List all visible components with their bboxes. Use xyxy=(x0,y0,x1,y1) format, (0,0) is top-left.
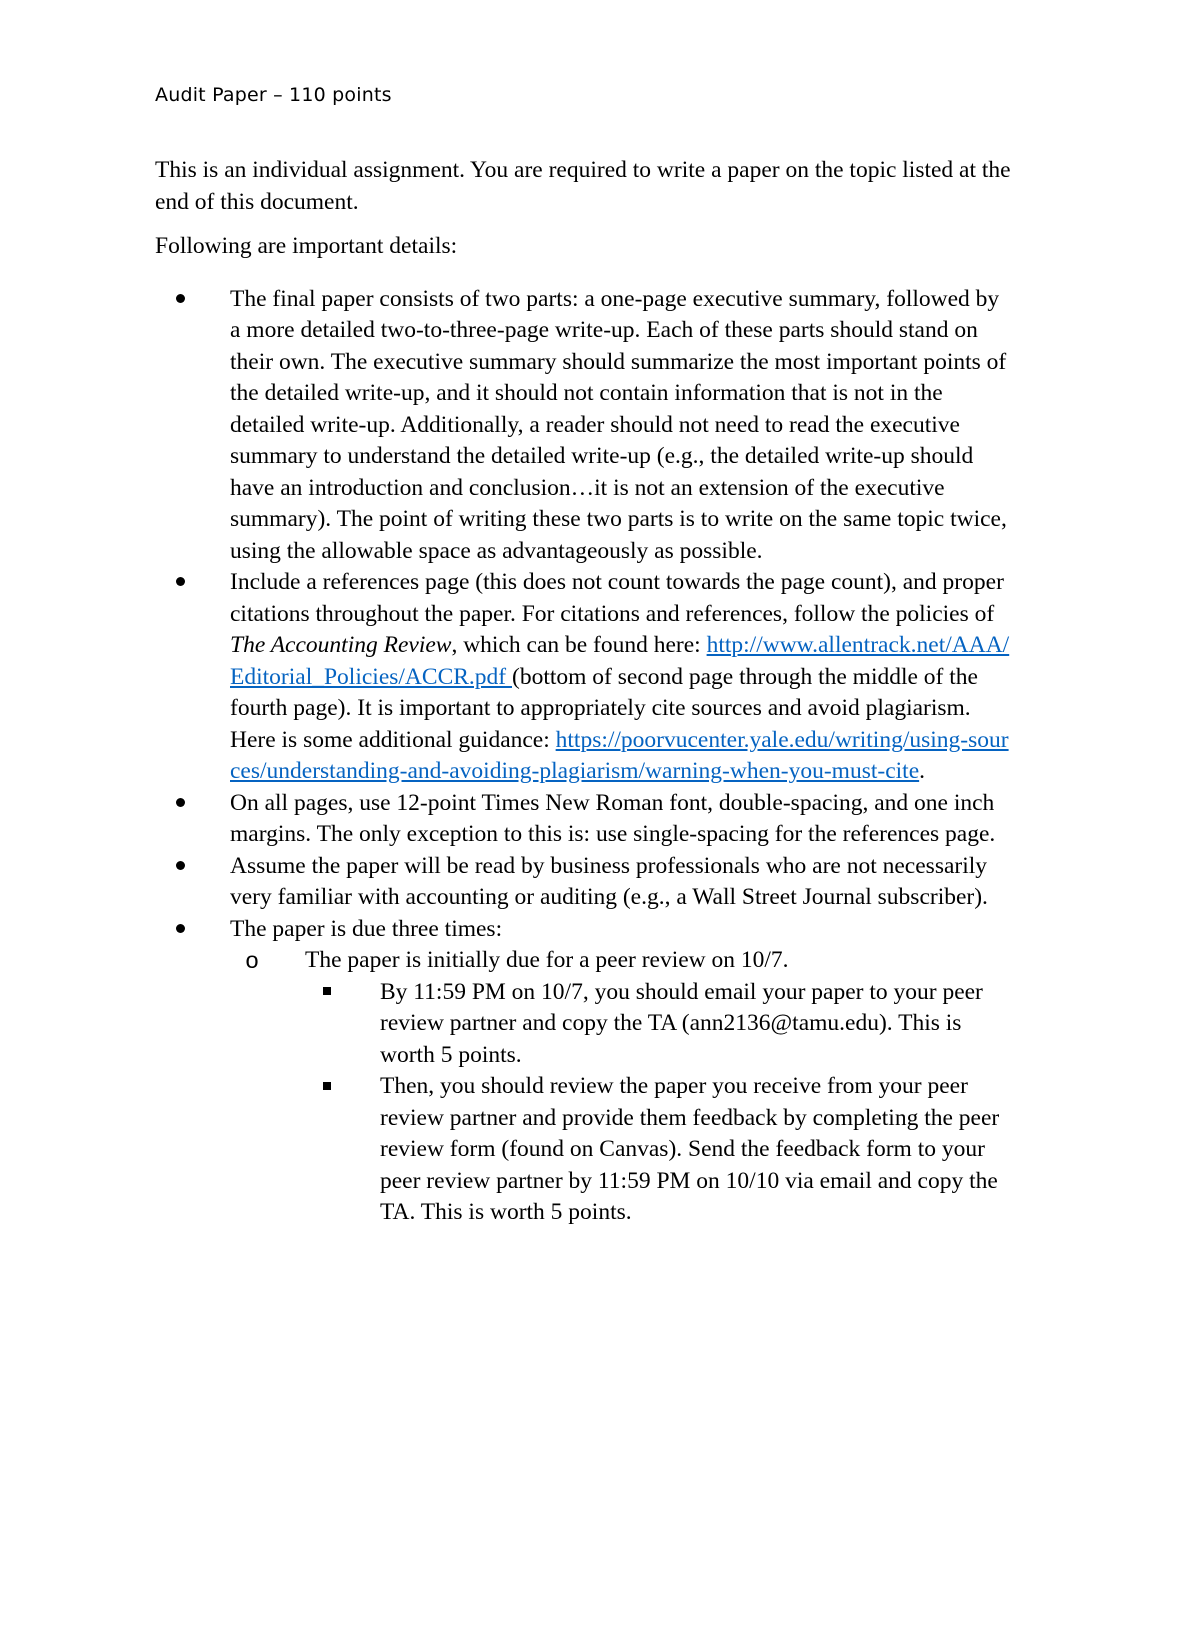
bullet-disc-icon xyxy=(170,851,190,883)
intro-paragraph: This is an individual assignment. You are required to write a paper on the topic listed at the end of this document. xyxy=(155,157,1011,215)
list-item-audience xyxy=(155,851,1015,914)
step-item-text: By 11:59 PM on 10/7, you should email your paper to your peer review partner and copy the TA (ann2136@tamu.edu). This is worth 5 points. xyxy=(380,978,983,1068)
references-text-1: Include a references page (this does not count towards the page count), and proper citations throughout the paper. For citations and references, follow the policies of xyxy=(230,569,1004,627)
list-item-text: The final paper consists of two parts: a one-page executive summary, followed by a more detailed two-to-three-page write-up. Each of these parts should stand on their own. The executive summary should summarize the most important points of the detailed write-up, and it should not contain information that is not in the detailed write-up. Additionally, a reader should not need to read the executive summary to understand the detailed write-up (e.g., the detailed write-up should have an introduction and conclusion…it is not an extension of the executive summary). The point of writing these two parts is to write on the same topic twice, using the allowable space as advantageously as possible. xyxy=(230,285,1007,564)
references-text-2: , which can be found here: xyxy=(451,632,707,658)
list-item-text xyxy=(230,569,1009,784)
step-item-text: Then, you should review the paper you receive from your peer review partner and provide them feedback by completing the peer review form (found on Canvas). Send the feedback form to your peer review partner by 11:59 PM on 10/10 via email and copy the TA. This is worth 5 points. xyxy=(380,1073,1000,1225)
references-text-3: (bottom of second page through the middle of the fourth page). It is important to appropriately cite sources and avoid plagiarism. Here is some additional guidance: xyxy=(230,663,978,753)
bullet-disc-icon xyxy=(170,914,190,946)
step-item-email-paper xyxy=(305,977,1015,1072)
sublist-item-text: The paper is initially due for a peer review on 10/7. xyxy=(305,947,789,973)
document-body xyxy=(155,155,1015,1229)
list-item-text: On all pages, use 12-point Times New Roman font, double-spacing, and one inch margins. The only exception to this is: use single-spacing for the references page. xyxy=(230,789,996,847)
list-item-references xyxy=(155,567,1015,788)
list-item-final-paper xyxy=(155,284,1015,568)
square-bullet-icon xyxy=(317,977,337,1009)
plagiarism-guidance-link[interactable]: https://poorvucenter.yale.edu/writing/using-sources/understanding-and-avoiding-plagiarism/warning-when-you-must-cite xyxy=(230,726,1009,784)
step-item-review-feedback xyxy=(305,1071,1015,1229)
document-title: Audit Paper – 110 points xyxy=(155,84,392,106)
details-list xyxy=(155,284,1015,1229)
square-bullet-icon xyxy=(317,1071,337,1103)
bullet-disc-icon xyxy=(170,284,190,316)
lead-in-paragraph: Following are important details: xyxy=(155,233,458,259)
list-item-formatting xyxy=(155,788,1015,851)
sublist-item-peer-review xyxy=(230,945,1015,1229)
bullet-disc-icon xyxy=(170,788,190,820)
peer-review-steps xyxy=(305,977,1015,1229)
journal-name: The Accounting Review xyxy=(230,632,452,658)
list-item-due-dates xyxy=(155,914,1015,1229)
bullet-disc-icon xyxy=(170,567,190,599)
circle-bullet-icon: o xyxy=(245,947,259,973)
references-text-4: . xyxy=(919,758,926,784)
list-item-text: The paper is due three times: xyxy=(230,915,503,942)
list-item-text: Assume the paper will be read by business professionals who are not necessarily very familiar with accounting or auditing (e.g., a Wall Street Journal subscriber). xyxy=(230,852,988,910)
accr-policy-link[interactable]: http://www.allentrack.net/AAA/Editorial_Policies/ACCR.pdf xyxy=(230,632,1010,690)
due-dates-sublist xyxy=(230,945,1015,1229)
